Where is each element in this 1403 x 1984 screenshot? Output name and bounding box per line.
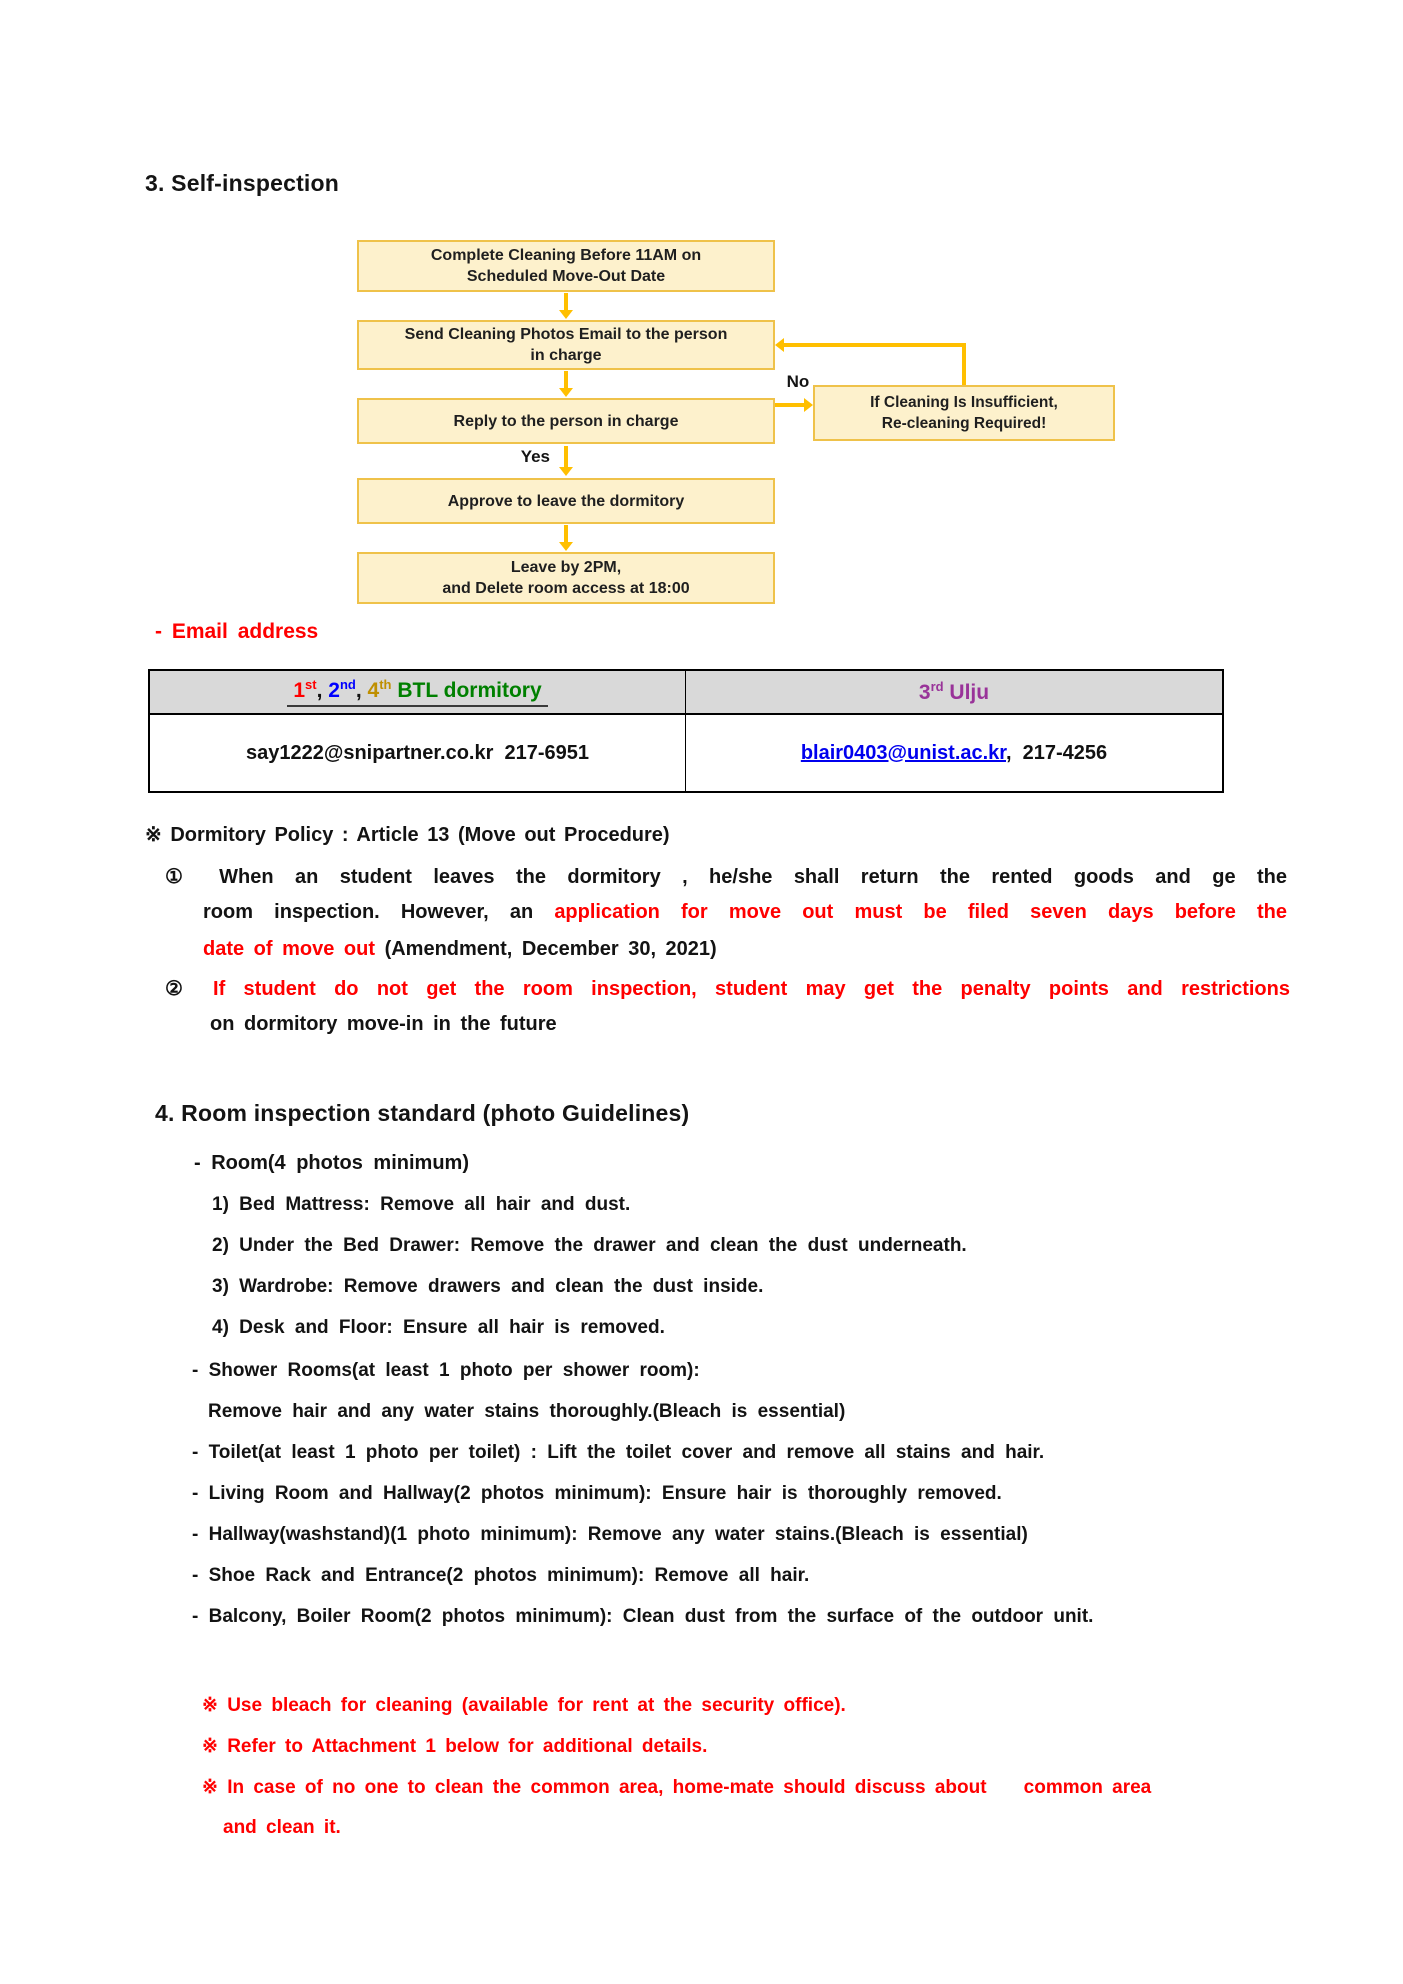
header-4th-sup: th: [379, 677, 392, 692]
header-ulju-rest: Ulju: [943, 681, 990, 704]
btl-dormitory-header-text: [287, 677, 547, 707]
header-1st-sup: st: [305, 677, 317, 692]
flow-label-no: No: [786, 372, 810, 391]
policy-item1-line2: [203, 901, 1287, 924]
flow-step-reply: [357, 398, 775, 444]
flow-step-send-photos-line1: Send Cleaning Photos Email to the person: [404, 326, 728, 343]
email-table-header-ulju: [686, 671, 1222, 713]
ulju-email-phone: [801, 742, 1107, 765]
flow-step-insufficient-line1: If Cleaning Is Insufficient,: [870, 394, 1058, 411]
flow-feedback-head: [775, 338, 784, 352]
policy-item1-line1: ① When an student leaves the dormitory , he/she shall return the rented goods and ge the: [165, 866, 1287, 888]
header-sep2: ,: [355, 679, 368, 702]
policy-item1-line3-red: date of move out: [203, 938, 385, 960]
policy-item2-marker: ②: [165, 978, 214, 1000]
email-cell-ulju: [686, 715, 1222, 791]
header-2nd-num: 2: [328, 679, 340, 702]
flow-step-reply-line1: Reply to the person in charge: [453, 412, 679, 430]
section3-heading: 3. Self-inspection: [145, 170, 340, 196]
policy-item1-line3: [203, 938, 717, 961]
header-1st-num: 1: [293, 679, 306, 702]
policy-title: ※ Dormitory Policy : Article 13 (Move out Procedure): [145, 824, 670, 846]
flow-step-insufficient-line2: Re-cleaning Required!: [881, 415, 1047, 432]
header-4th-num: 4: [367, 679, 380, 702]
policy-item2-line2: on dormitory move-in in the future: [210, 1013, 557, 1035]
note-use-bleach: ※ Use bleach for cleaning (available for rent at the security office).: [202, 1695, 846, 1716]
email-table-header-row: [150, 671, 1222, 715]
btl-email-phone: say1222@snipartner.co.kr 217-6951: [245, 741, 590, 764]
flow-step-complete-cleaning-line1: Complete Cleaning Before 11AM on: [430, 247, 702, 264]
section4-heading: 4. Room inspection standard (photo Guidelines): [155, 1100, 690, 1126]
flow-arrow-no-head: [804, 398, 813, 412]
flow-feedback-vertical: [962, 343, 966, 385]
flow-step-complete-cleaning-line2: Scheduled Move-Out Date: [466, 268, 666, 285]
flow-step-leave: [357, 552, 775, 604]
flow-arrow-1-down: [559, 293, 573, 319]
flow-step-send-photos-line2: in charge: [530, 347, 602, 364]
policy-item2-line1-red: If student do not get the room inspection, student may get the penalty points and restrictions: [213, 978, 1290, 1000]
flow-step-insufficient: [813, 385, 1115, 441]
flow-label-yes: Yes: [520, 447, 550, 466]
ulju-phone-text: , 217-4256: [1005, 741, 1108, 764]
area-shower-line2: Remove hair and any water stains thoroughly.(Bleach is essential): [208, 1401, 846, 1422]
policy-item2-line1: [165, 976, 1290, 1001]
area-shoe-rack: - Shoe Rack and Entrance(2 photos minimum): Remove all hair.: [192, 1565, 810, 1586]
room-item-bed-drawer: 2) Under the Bed Drawer: Remove the drawer and clean the dust underneath.: [212, 1235, 967, 1256]
flow-step-leave-line1: Leave by 2PM,: [510, 559, 622, 576]
ulju-email-link[interactable]: blair0403@unist.ac.kr: [800, 741, 1006, 764]
header-3rd-sup: rd: [930, 679, 944, 694]
note-common-area-line2: and clean it.: [223, 1817, 341, 1838]
email-table-data-row: [150, 715, 1222, 791]
area-toilet: - Toilet(at least 1 photo per toilet) : Lift the toilet cover and remove all stains and hair.: [192, 1442, 1045, 1463]
flow-arrow-4-down: [559, 525, 573, 551]
flow-step-complete-cleaning: [357, 240, 775, 292]
email-address-label: - Email address: [155, 620, 319, 643]
policy-item1-line3-black: (Amendment, December 30, 2021): [384, 938, 717, 960]
note-refer-attachment: ※ Refer to Attachment 1 below for additional details.: [202, 1736, 708, 1757]
area-hallway-washstand: - Hallway(washstand)(1 photo minimum): Remove any water stains.(Bleach is essential): [192, 1524, 1028, 1545]
flow-arrow-2-down: [559, 371, 573, 397]
policy-item1-line2-red: application for move out must be filed seven days before the: [554, 901, 1287, 923]
header-btl-text: BTL dormitory: [391, 679, 542, 702]
room-item-bed-mattress: 1) Bed Mattress: Remove all hair and dust.: [212, 1194, 631, 1215]
header-2nd-sup: nd: [339, 677, 356, 692]
email-table: [148, 669, 1224, 793]
email-cell-btl: [150, 715, 686, 791]
header-3rd-num: 3: [918, 681, 931, 704]
area-shower-line1: - Shower Rooms(at least 1 photo per shower room):: [192, 1360, 700, 1381]
policy-item1-line2-black: room inspection. However, an: [203, 901, 555, 923]
email-table-header-btl: [150, 671, 686, 713]
flow-step-approve: [357, 478, 775, 524]
flow-feedback-horizontal: [784, 343, 966, 347]
room-item-desk-floor: 4) Desk and Floor: Ensure all hair is removed.: [212, 1317, 665, 1338]
flow-arrow-no-shaft: [775, 403, 806, 407]
flow-step-leave-line2: and Delete room access at 18:00: [442, 580, 690, 597]
room-header: - Room(4 photos minimum): [194, 1152, 469, 1174]
flow-step-approve-line1: Approve to leave the dormitory: [447, 492, 685, 510]
room-item-wardrobe: 3) Wardrobe: Remove drawers and clean the dust inside.: [212, 1276, 764, 1297]
ulju-header-text: [919, 679, 989, 705]
note-common-area-line1: ※ In case of no one to clean the common area, home-mate should discuss about common area: [202, 1777, 1152, 1798]
area-balcony-boiler: - Balcony, Boiler Room(2 photos minimum): Clean dust from the surface of the outdoor unit.: [192, 1606, 1094, 1627]
area-living-room: - Living Room and Hallway(2 photos minimum): Ensure hair is thoroughly removed.: [192, 1483, 1002, 1504]
flow-step-send-photos: [357, 320, 775, 370]
flow-arrow-3-down: [559, 446, 573, 476]
header-sep1: ,: [316, 679, 329, 702]
